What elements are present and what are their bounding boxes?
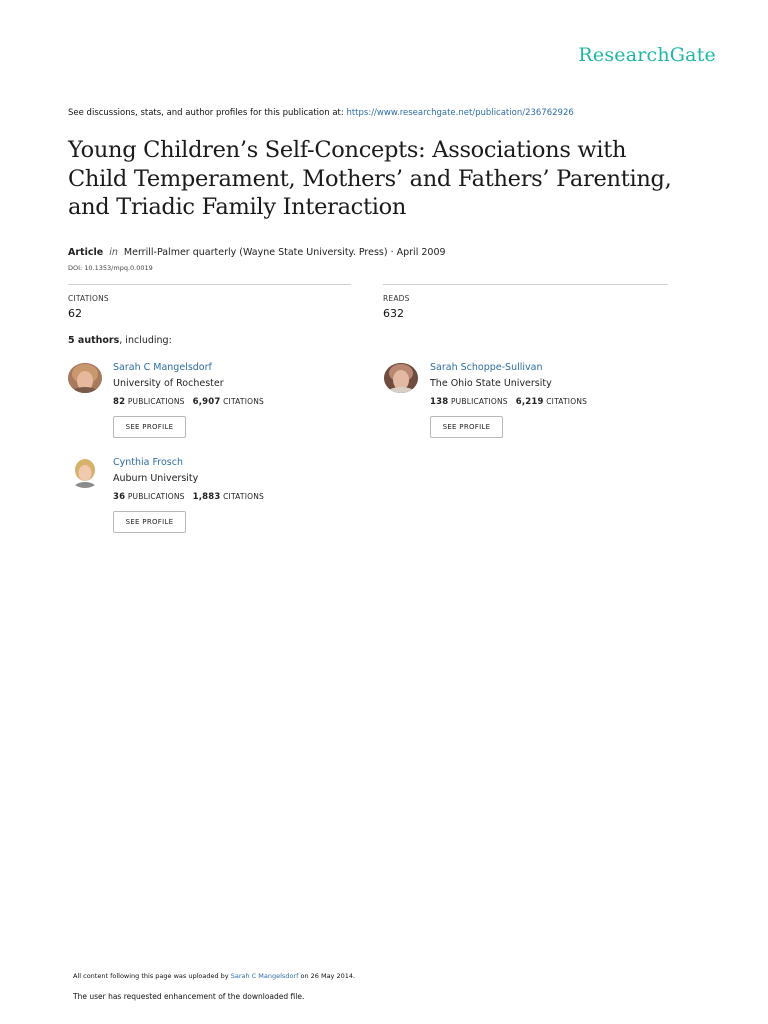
see-profile-button-2[interactable]: SEE PROFILE bbox=[430, 416, 503, 438]
divider-right bbox=[383, 284, 668, 285]
in-word: in bbox=[109, 247, 118, 258]
researchgate-logo[interactable]: ResearchGate bbox=[578, 44, 716, 66]
author-stats-3 bbox=[113, 492, 264, 502]
see-profile-button-1[interactable]: SEE PROFILE bbox=[113, 416, 186, 438]
authors-summary bbox=[68, 335, 172, 346]
author-name-2[interactable]: Sarah Schoppe-Sullivan bbox=[430, 362, 543, 373]
journal-info: Merrill-Palmer quarterly (Wayne State University. Press) · April 2009 bbox=[123, 247, 446, 258]
author-citations-1: 6,907 bbox=[192, 397, 221, 407]
author-photo-1 bbox=[68, 363, 102, 393]
title-line-2: Child Temperament, Mothers’ and Fathers’ Parenting, bbox=[68, 165, 672, 192]
author-institution-3: Auburn University bbox=[113, 473, 199, 484]
avatar[interactable] bbox=[68, 363, 102, 393]
author-publications-3: 36 bbox=[113, 492, 126, 502]
publications-label: PUBLICATIONS bbox=[450, 397, 508, 406]
reads-value: 632 bbox=[383, 307, 404, 320]
author-stats-2 bbox=[430, 397, 587, 407]
avatar[interactable] bbox=[384, 363, 418, 393]
upload-prefix: All content following this page was uploaded by bbox=[73, 972, 229, 980]
discussion-note bbox=[68, 108, 574, 118]
citations-label: CITATIONS bbox=[223, 492, 264, 501]
enhancement-note: The user has requested enhancement of the downloaded file. bbox=[73, 992, 305, 1001]
publication-meta bbox=[68, 247, 446, 258]
author-publications-1: 82 bbox=[113, 397, 126, 407]
author-institution-2: The Ohio State University bbox=[430, 378, 552, 389]
author-citations-3: 1,883 bbox=[192, 492, 221, 502]
avatar[interactable] bbox=[68, 458, 102, 488]
uploader-link[interactable]: Sarah C Mangelsdorf bbox=[230, 972, 299, 980]
title-line-3: and Triadic Family Interaction bbox=[68, 194, 407, 220]
article-type: Article bbox=[68, 247, 104, 258]
author-stats-1 bbox=[113, 397, 264, 407]
author-citations-2: 6,219 bbox=[515, 397, 544, 407]
upload-note bbox=[73, 972, 355, 980]
author-name-3[interactable]: Cynthia Frosch bbox=[113, 457, 183, 468]
author-photo-2 bbox=[384, 363, 418, 393]
author-institution-1: University of Rochester bbox=[113, 378, 224, 389]
upload-suffix: on 26 May 2014. bbox=[300, 972, 356, 980]
authors-suffix: , including: bbox=[119, 335, 172, 346]
divider-left bbox=[68, 284, 351, 285]
discussion-text: See discussions, stats, and author profiles for this publication at: bbox=[68, 108, 344, 118]
author-publications-2: 138 bbox=[430, 397, 449, 407]
authors-count: 5 authors bbox=[68, 335, 120, 346]
page-title bbox=[68, 136, 708, 222]
citations-label: CITATIONS bbox=[546, 397, 588, 406]
citations-value: 62 bbox=[68, 307, 82, 320]
citations-label: CITATIONS bbox=[223, 397, 264, 406]
citations-label: CITATIONS bbox=[68, 294, 109, 303]
publications-label: PUBLICATIONS bbox=[127, 397, 185, 406]
see-profile-button-3[interactable]: SEE PROFILE bbox=[113, 511, 186, 533]
author-photo-3 bbox=[68, 458, 102, 488]
reads-label: READS bbox=[383, 294, 410, 303]
publications-label: PUBLICATIONS bbox=[127, 492, 185, 501]
doi: DOI: 10.1353/mpq.0.0019 bbox=[68, 264, 153, 272]
author-name-1[interactable]: Sarah C Mangelsdorf bbox=[113, 362, 212, 373]
title-line-1: Young Children’s Self-Concepts: Associations with bbox=[68, 137, 627, 163]
publication-link[interactable]: https://www.researchgate.net/publication/236762926 bbox=[346, 108, 574, 118]
